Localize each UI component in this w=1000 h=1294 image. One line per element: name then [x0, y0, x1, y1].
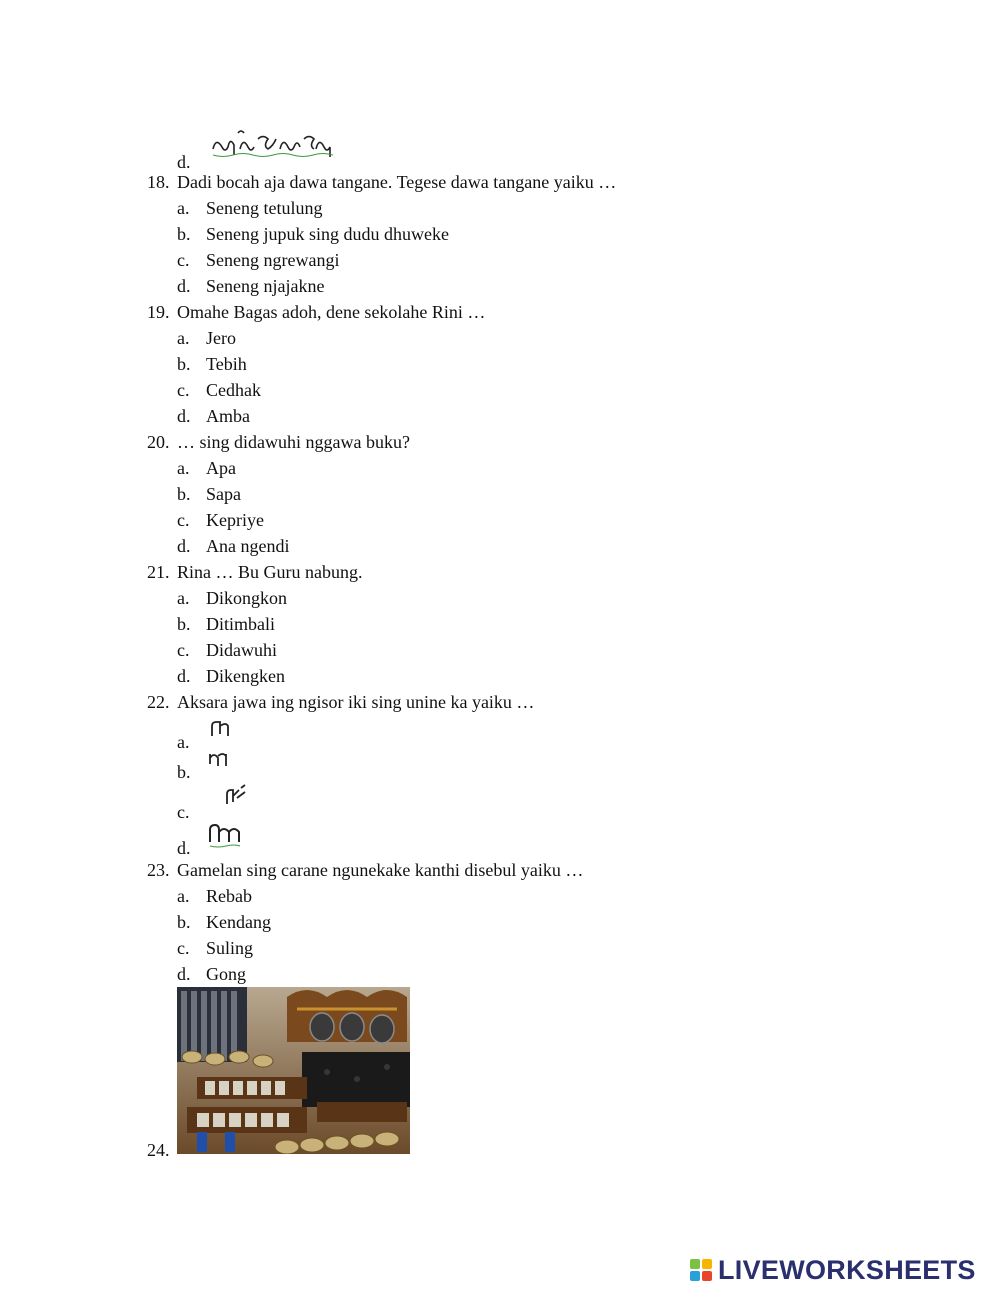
q19-number: 19. — [147, 302, 170, 322]
liveworksheets-logo[interactable] — [690, 1255, 976, 1285]
gamelan-photo — [177, 987, 410, 1154]
q21-option-d-text[interactable]: Dikengken — [206, 666, 285, 686]
q23-option-b-text[interactable]: Kendang — [206, 912, 271, 932]
q23-question: Gamelan sing carane ngunekake kanthi disebul yaiku … — [177, 860, 584, 880]
q21-option-b-text[interactable]: Ditimbali — [206, 614, 275, 634]
q20-option-d-text[interactable]: Ana ngendi — [206, 536, 290, 556]
q20-option-b-letter[interactable]: b. — [177, 484, 191, 504]
q23-option-a-letter[interactable]: a. — [177, 886, 190, 906]
q18-question: Dadi bocah aja dawa tangane. Tegese dawa tangane yaiku … — [177, 172, 617, 192]
logo-block-green — [690, 1259, 700, 1269]
q19-option-b-text[interactable]: Tebih — [206, 354, 247, 374]
q22-option-a-javanese-glyph[interactable] — [210, 720, 232, 738]
q22-option-b-javanese-glyph[interactable] — [208, 750, 232, 768]
q23-option-a-text[interactable]: Rebab — [206, 886, 252, 906]
q23-option-d-letter[interactable]: d. — [177, 964, 191, 984]
q23-option-d-text[interactable]: Gong — [206, 964, 246, 984]
q22-option-d-javanese-glyph[interactable] — [208, 822, 242, 848]
q17-option-d-javanese-script — [210, 125, 340, 161]
q19-option-a-text[interactable]: Jero — [206, 328, 236, 348]
q22-number: 22. — [147, 692, 170, 712]
q20-number: 20. — [147, 432, 170, 452]
q22-option-a-letter[interactable]: a. — [177, 732, 190, 752]
q19-question: Omahe Bagas adoh, dene sekolahe Rini … — [177, 302, 486, 322]
q20-option-d-letter[interactable]: d. — [177, 536, 191, 556]
q21-question: Rina … Bu Guru nabung. — [177, 562, 363, 582]
q18-option-d-letter[interactable]: d. — [177, 276, 191, 296]
q20-question: … sing didawuhi nggawa buku? — [177, 432, 410, 452]
q21-option-c-letter[interactable]: c. — [177, 640, 190, 660]
q20-option-b-text[interactable]: Sapa — [206, 484, 241, 504]
logo-text: LIVEWORKSHEETS — [718, 1254, 976, 1285]
q20-option-a-letter[interactable]: a. — [177, 458, 190, 478]
q20-option-c-text[interactable]: Kepriye — [206, 510, 264, 530]
q21-option-a-text[interactable]: Dikongkon — [206, 588, 287, 608]
q18-option-c-letter[interactable]: c. — [177, 250, 190, 270]
q20-option-c-letter[interactable]: c. — [177, 510, 190, 530]
logo-block-red — [702, 1271, 712, 1281]
q21-option-c-text[interactable]: Didawuhi — [206, 640, 277, 660]
q19-option-c-letter[interactable]: c. — [177, 380, 190, 400]
logo-block-blue — [690, 1271, 700, 1281]
q19-option-d-letter[interactable]: d. — [177, 406, 191, 426]
q21-number: 21. — [147, 562, 170, 582]
q21-option-a-letter[interactable]: a. — [177, 588, 190, 608]
q19-option-d-text[interactable]: Amba — [206, 406, 250, 426]
q24-number: 24. — [147, 1140, 170, 1160]
q18-option-d-text[interactable]: Seneng njajakne — [206, 276, 325, 296]
q18-option-b-letter[interactable]: b. — [177, 224, 191, 244]
q19-option-c-text[interactable]: Cedhak — [206, 380, 261, 400]
q22-option-c-javanese-glyph[interactable] — [225, 784, 249, 808]
q18-number: 18. — [147, 172, 170, 192]
q22-option-b-letter[interactable]: b. — [177, 762, 191, 782]
q18-option-b-text[interactable]: Seneng jupuk sing dudu dhuweke — [206, 224, 449, 244]
q23-number: 23. — [147, 860, 170, 880]
q19-option-b-letter[interactable]: b. — [177, 354, 191, 374]
liveworksheets-logo-icon — [690, 1259, 712, 1281]
q22-option-d-letter[interactable]: d. — [177, 838, 191, 858]
q20-option-a-text[interactable]: Apa — [206, 458, 236, 478]
q22-option-c-letter[interactable]: c. — [177, 802, 190, 822]
q22-question: Aksara jawa ing ngisor iki sing unine ka yaiku … — [177, 692, 535, 712]
q19-option-a-letter[interactable]: a. — [177, 328, 190, 348]
q23-option-b-letter[interactable]: b. — [177, 912, 191, 932]
q21-option-d-letter[interactable]: d. — [177, 666, 191, 686]
q23-option-c-letter[interactable]: c. — [177, 938, 190, 958]
q23-option-c-text[interactable]: Suling — [206, 938, 254, 958]
q18-option-c-text[interactable]: Seneng ngrewangi — [206, 250, 340, 270]
q18-option-a-letter[interactable]: a. — [177, 198, 190, 218]
logo-block-yellow — [702, 1259, 712, 1269]
q21-option-b-letter[interactable]: b. — [177, 614, 191, 634]
q18-option-a-text[interactable]: Seneng tetulung — [206, 198, 323, 218]
q17-option-d-letter: d. — [177, 152, 191, 172]
